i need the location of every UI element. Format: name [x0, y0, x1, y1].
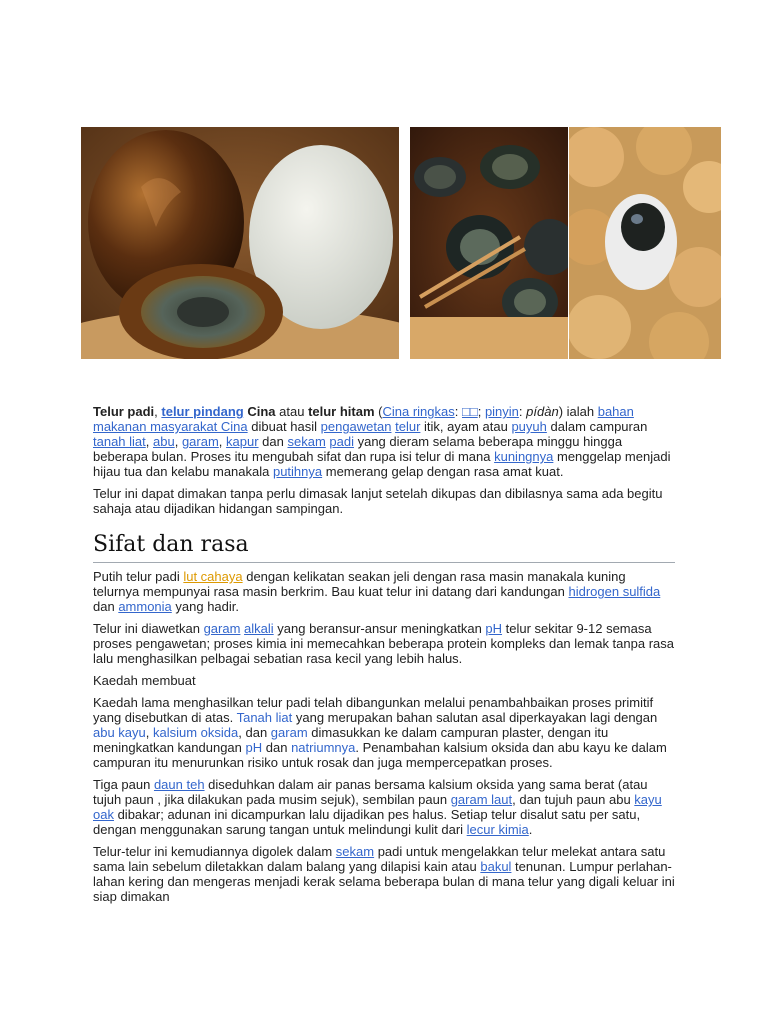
paragraph-kaedah	[93, 695, 675, 770]
text: dimasukkan ke dalam campuran plaster, dengan itu meningkatkan kandungan	[93, 725, 609, 755]
link-hanzi[interactable]: □□	[461, 404, 478, 419]
link-kuningnya[interactable]: kuningnya	[494, 449, 554, 464]
link-pengawetan[interactable]: pengawetan	[320, 419, 392, 434]
text: Tiga paun	[93, 777, 154, 792]
photo-strip	[81, 127, 721, 359]
text: telur sekitar 9-12 semasa proses pengawetan; proses kimia ini memecahkan beberapa protein kompleks dan lemak tanpa rasa lalu menghasilkan pelbagai sebatian rasa kecil yang lebih halus.	[93, 621, 674, 666]
link-alkali[interactable]: alkali	[244, 621, 274, 636]
text: yang dieram selama beberapa minggu hingga beberapa bulan. Proses itu mengubah sifat dan rupa isi telur di mana	[93, 434, 623, 464]
text: (	[374, 404, 383, 419]
link-padi[interactable]: padi	[329, 434, 354, 449]
paragraph-tiga-paun	[93, 777, 675, 837]
paragraph-golek	[93, 844, 675, 904]
link-cina-ringkas[interactable]: Cina ringkas	[382, 404, 455, 419]
century-egg-photo-middle	[410, 127, 568, 359]
term-telur-hitam: telur hitam	[308, 404, 375, 419]
link-daun-teh[interactable]: daun teh	[153, 777, 205, 792]
text: , dan	[238, 725, 271, 740]
text: ;	[477, 404, 485, 419]
text: memerang gelap dengan rasa amat kuat.	[322, 464, 564, 479]
text: dan	[258, 434, 288, 449]
paragraph-dimakan: Telur ini dapat dimakan tanpa perlu dimasak lanjut setelah dikupas dan dibilasnya sama ada begitu sahaja atau dijadikan hidangan sampingan.	[93, 486, 663, 516]
link-tanah-liat[interactable]: Tanah liat	[236, 710, 293, 725]
link-garam[interactable]: garam	[270, 725, 308, 740]
link-ammonia[interactable]: ammonia	[118, 599, 172, 614]
link-kalsium-oksida[interactable]: kalsium oksida	[153, 725, 239, 740]
text: :	[518, 404, 527, 419]
term-telur-padi: Telur padi	[93, 404, 155, 419]
text: yang beransur-ansur meningkatkan	[273, 621, 486, 636]
link-garam[interactable]: garam	[203, 621, 241, 636]
label-kaedah-membuat: Kaedah membuat	[93, 673, 196, 688]
century-egg-photo-right	[569, 127, 721, 359]
text: Putih telur padi	[93, 569, 184, 584]
intro-paragraph	[93, 404, 675, 479]
text: dalam campuran	[546, 419, 648, 434]
text: .	[528, 822, 533, 837]
text: Telur ini diawetkan	[93, 621, 204, 636]
link-kayu-oak[interactable]: kayu oak	[93, 792, 662, 822]
text: dan	[262, 740, 292, 755]
text: ,	[174, 434, 182, 449]
link-ph[interactable]: pH	[245, 740, 263, 755]
link-putihnya[interactable]: putihnya	[272, 464, 323, 479]
paragraph-diawetkan	[93, 621, 675, 666]
link-abu-kayu[interactable]: abu kayu	[93, 725, 146, 740]
text: yang hadir.	[171, 599, 239, 614]
text: diseduhkan dalam air panas bersama kalsium oksida yang sama berat (atau tujuh paun , jika dilakukan pada musim sejuk), sembilan paun	[93, 777, 648, 807]
link-lut-cahaya[interactable]: lut cahaya	[183, 569, 243, 584]
section-heading-sifat-dan-rasa: Sifat dan rasa	[93, 532, 675, 563]
text: dan	[93, 599, 119, 614]
text: dengan kelikatan seakan jeli dengan rasa masin manakala kuning telurnya mempunyai rasa masin berkrim. Bau kuat telur ini datang dari kandungan	[93, 569, 626, 599]
link-garam-laut[interactable]: garam laut	[450, 792, 513, 807]
link-puyuh[interactable]: puyuh	[511, 419, 547, 434]
text: Telur-telur ini kemudiannya digolek dalam	[93, 844, 336, 859]
text: ) ialah	[558, 404, 598, 419]
link-tanah-liat[interactable]: tanah liat	[93, 434, 146, 449]
link-telur[interactable]: telur	[395, 419, 421, 434]
text: ,	[154, 404, 162, 419]
text: ,	[145, 725, 153, 740]
text: menggelap menjadi hijau tua dan kelabu manakala	[93, 449, 671, 479]
link-ph[interactable]: pH	[485, 621, 503, 636]
text: atau	[275, 404, 309, 419]
link-lecur-kimia[interactable]: lecur kimia	[466, 822, 529, 837]
text: padi untuk mengelakkan telur melekat antara satu sama lain sebelum diletakkan dalam balang yang dilapisi kain atau	[93, 844, 666, 874]
link-abu[interactable]: abu	[153, 434, 175, 449]
text: Kaedah lama menghasilkan telur padi telah dibangunkan melalui penambahbaikan proses primitif yang disebutkan di atas.	[93, 695, 654, 725]
text: . Penambahan kalsium oksida dan abu kayu ke dalam campuran itu menurunkan risiko untuk rosak dan juga mempercepatkan proses.	[93, 740, 667, 770]
link-natriumnya[interactable]: natriumnya	[291, 740, 356, 755]
link-bahan-makanan[interactable]: bahan makanan masyarakat Cina	[93, 404, 634, 434]
text: yang merupakan bahan salutan asal diperkayakan lagi dengan	[292, 710, 658, 725]
text: dibakar; adunan ini dicampurkan lalu dijadikan pes halus. Setiap telur disalut satu per satu, dengan menggunakan sarung tangan untuk melindungi kulit dari	[93, 807, 641, 837]
article-body	[93, 404, 675, 911]
century-egg-photo-left	[81, 127, 399, 359]
text: tenunan. Lumpur perlahan-lahan kering dan mengeras menjadi kerak selama beberapa bulan di mana telur yang digali keluar ini siap dimakan	[93, 859, 675, 904]
link-telur-pindang[interactable]: telur pindang	[161, 404, 244, 419]
paragraph-sifat	[93, 569, 675, 614]
pinyin-pidan: pídàn	[526, 404, 559, 419]
term-cina: Cina	[243, 404, 276, 419]
link-garam[interactable]: garam	[181, 434, 219, 449]
link-sekam[interactable]: sekam	[335, 844, 375, 859]
link-sekam[interactable]: sekam	[287, 434, 326, 449]
text: dibuat hasil	[247, 419, 321, 434]
link-hidrogen-sulfida[interactable]: hidrogen sulfida	[568, 584, 661, 599]
link-bakul[interactable]: bakul	[480, 859, 512, 874]
text: ,	[218, 434, 227, 449]
text: ,	[145, 434, 153, 449]
link-pinyin[interactable]: pinyin	[484, 404, 519, 419]
link-kapur[interactable]: kapur	[226, 434, 259, 449]
text: , dan tujuh paun abu	[512, 792, 635, 807]
text: :	[454, 404, 462, 419]
text: itik, ayam atau	[420, 419, 512, 434]
